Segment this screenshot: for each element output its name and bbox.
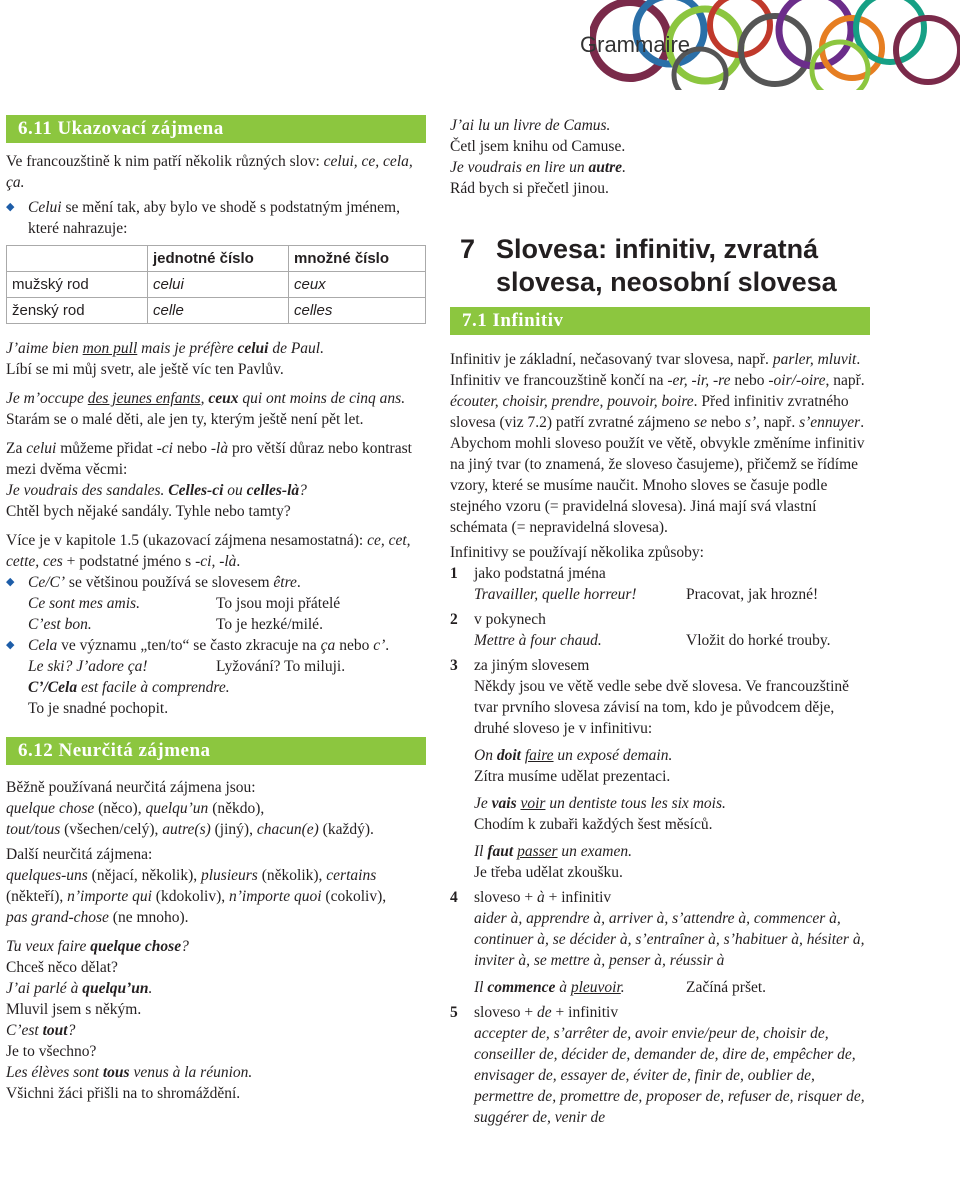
- item-title: sloveso + à + infinitiv: [474, 889, 612, 906]
- example-cz: Vložit do horké trouby.: [686, 632, 831, 649]
- verb-list: accepter de, s’arrêter de, avoir envie/peur de, choisir de, conseiller de, décider de, demander de, dire de, empêcher de, envisager de, essayer de, éviter de, finir de, oublier de, permettre de, promettre de, proposer de, refuser de, risquer de, suggérer de, venir de: [474, 1025, 865, 1126]
- chapter-number: 7: [460, 234, 476, 264]
- usage-intro: Infinitivy se používají několika způsoby:: [450, 544, 704, 561]
- table-header-row: [7, 246, 426, 272]
- table-cell: celui: [148, 272, 289, 298]
- example-cz: Začíná pršet.: [686, 979, 767, 996]
- indefinite-list-4: (někteří), n’importe qui (kdokoliv), n’importe quoi (cokoliv),: [6, 888, 387, 905]
- indefinite-list-1: quelque chose (něco), quelqu’un (někdo),: [6, 800, 265, 817]
- example-quelque-chose: Tu veux faire quelque chose?: [6, 938, 189, 955]
- example-cz: To jsou moji přátelé: [216, 595, 341, 612]
- example-cz: Je třeba udělat zkoušku.: [474, 864, 623, 881]
- bullet-cela: ◆ Cela ve významu „ten/to“ se často zkracuje na ça nebo c’.: [6, 635, 426, 656]
- item-number: 2: [450, 611, 458, 628]
- example-cz: Chodím k zubaři každých šest měsíců.: [474, 816, 713, 833]
- item-title: jako podstatná jména: [474, 565, 606, 582]
- item-number: 5: [450, 1004, 458, 1021]
- usage-item-4: [450, 887, 870, 998]
- gender-number-table: [6, 245, 426, 324]
- example-fr: Je vais voir un dentiste tous les six mois.: [474, 795, 726, 812]
- table-header-cell: [7, 246, 148, 272]
- example-translation: Chceš něco dělat?: [6, 959, 118, 976]
- table-cell: ceux: [289, 272, 426, 298]
- other-indefinite-intro: Další neurčitá zájmena:: [6, 846, 153, 863]
- example-autre: Je voudrais en lire un autre.: [450, 159, 626, 176]
- example-fr: On doit faire un exposé demain.: [474, 747, 673, 764]
- example-celui: J’aime bien mon pull mais je préfère celui de Paul.: [6, 340, 324, 357]
- table-header-cell: množné číslo: [289, 246, 426, 272]
- table-header-cell: jednotné číslo: [148, 246, 289, 272]
- chapter-title: [460, 233, 870, 299]
- verb-list: aider à, apprendre à, arriver à, s’attendre à, commencer à, continuer à, se décider à, s’entraîner à, s’habituer à, hésiter à, inviter à, se mettre à, penser à, réussir à: [474, 910, 865, 969]
- indefinite-list-3: quelques-uns (nějací, několik), plusieurs (několik), certains: [6, 867, 377, 884]
- item-title: sloveso + de + infinitiv: [474, 1004, 619, 1021]
- example-fr: Il faut passer un examen.: [474, 843, 633, 860]
- example-cz: To je hezké/milé.: [216, 616, 323, 633]
- example-ceux: Je m’occupe des jeunes enfants, ceux qui ont moins de cinq ans.: [6, 390, 406, 407]
- table-cell: ženský rod: [7, 298, 148, 324]
- example-pair: [6, 593, 426, 614]
- right-column: [450, 115, 870, 1128]
- item-number: 3: [450, 657, 458, 674]
- example-fr: Le ski? J’adore ça!: [28, 658, 148, 675]
- example-cela: C’/Cela est facile à comprendre.: [28, 679, 230, 696]
- item-number: 4: [450, 889, 458, 906]
- example-cz: Zítra musíme udělat prezentaci.: [474, 768, 671, 785]
- example-translation: Rád bych si přečetl jinou.: [450, 180, 609, 197]
- see-more-paragraph: Více je v kapitole 1.5 (ukazovací zájmena nesamostatná): ce, cet, cette, ces + podstatné jméno s -ci, -là.: [6, 532, 411, 570]
- item-title: v pokynech: [474, 611, 546, 628]
- item-title: za jiným slovesem: [474, 657, 590, 674]
- bullet-celui: ◆ Celui se mění tak, aby bylo ve shodě s podstatným jménem, které nahrazuje:: [6, 197, 426, 239]
- example-tout: C’est tout?: [6, 1022, 76, 1039]
- table-cell: mužský rod: [7, 272, 148, 298]
- intro-paragraph: Ve francouzštině k nim patří několik různých slov: celui, ce, cela, ça.: [6, 153, 413, 191]
- table-cell: celles: [289, 298, 426, 324]
- example-translation: Mluvil jsem s někým.: [6, 1001, 142, 1018]
- table-row: [7, 298, 426, 324]
- usage-item-1: [450, 563, 870, 605]
- example-translation: Chtěl bych nějaké sandály. Tyhle nebo tamty?: [6, 503, 291, 520]
- example-translation: Líbí se mi můj svetr, ale ještě víc ten Pavlův.: [6, 361, 284, 378]
- example-translation: Starám se o malé děti, ale jen ty, kterým ještě není pět let.: [6, 411, 364, 428]
- example-translation: Je to všechno?: [6, 1043, 97, 1060]
- example-quelqu-un: J’ai parlé à quelqu’un.: [6, 980, 153, 997]
- section-heading-6-11: 6.11 Ukazovací zájmena: [6, 115, 426, 143]
- example-pair: [6, 656, 426, 677]
- example-fr: C’est bon.: [28, 616, 92, 633]
- page-header-title: Grammaire: [580, 32, 691, 57]
- item-number: 1: [450, 565, 458, 582]
- conjugation-paragraph: Abychom mohli sloveso použít ve větě, obvykle změníme infinitiv na jiný tvar (to znamená, že sloveso časujeme), přičemž se řídíme vzory, které se musíme naučit. Mnoho sloves se časuje podle stejného vzoru (= pravidelná slovesa). Jiná mají svá vlastní schémata (= nepravidelná slovesa).: [450, 435, 865, 536]
- usage-item-3: [450, 655, 870, 883]
- example-camus: J’ai lu un livre de Camus.: [450, 117, 611, 134]
- example-pair: [6, 614, 426, 635]
- section-heading-7-1: 7.1 Infinitiv: [450, 307, 870, 335]
- section-heading-6-12: 6.12 Neurčitá zájmena: [6, 737, 426, 765]
- example-cz: Lyžování? To miluji.: [216, 658, 346, 675]
- ci-la-paragraph: Za celui můžeme přidat -ci nebo -là pro větší důraz nebo kontrast mezi dvěma věcmi:: [6, 440, 412, 478]
- example-translation: To je snadné pochopit.: [28, 700, 169, 717]
- example-tous: Les élèves sont tous venus à la réunion.: [6, 1064, 253, 1081]
- bullet-ce: ◆ Ce/C’ se většinou používá se slovesem être.: [6, 572, 426, 593]
- chapter-heading: Slovesa: infinitiv, zvratná slovesa, neosobní slovesa: [496, 234, 837, 297]
- example-celles: Je voudrais des sandales. Celles-ci ou celles-là?: [6, 482, 307, 499]
- indefinite-list-2: tout/tous (všechen/celý), autre(s) (jiný), chacun(e) (každý).: [6, 821, 374, 838]
- left-column: [6, 115, 426, 1104]
- indefinite-list-5: pas grand-chose (ne mnoho).: [6, 909, 189, 926]
- usage-item-2: [450, 609, 870, 651]
- usage-item-5: [450, 1002, 870, 1128]
- example-fr: Travailler, quelle horreur!: [474, 586, 637, 603]
- example-cz: Pracovat, jak hrozné!: [686, 586, 819, 603]
- infinitive-definition: Infinitiv je základní, nečasovaný tvar slovesa, např. parler, mluvit.: [450, 351, 861, 368]
- example-translation: Všichni žáci přišli na to shromáždění.: [6, 1085, 241, 1102]
- example-translation: Četl jsem knihu od Camuse.: [450, 138, 626, 155]
- example-fr: Mettre à four chaud.: [474, 632, 602, 649]
- table-row: [7, 272, 426, 298]
- table-cell: celle: [148, 298, 289, 324]
- indefinite-intro: Běžně používaná neurčitá zájmena jsou:: [6, 779, 256, 796]
- infinitive-endings: Infinitiv ve francouzštině končí na -er, -ir, -re nebo -oir/-oire, např. écouter, choisir, prendre, pouvoir, boire. Před infinitiv zvratného slovesa (viz 7.2) patří zvratné zájmeno se nebo s’, např. s’ennuyer.: [450, 372, 865, 431]
- example-fr: Ce sont mes amis.: [28, 595, 140, 612]
- item-description: Někdy jsou ve větě vedle sebe dvě slovesa. Ve francouzštině tvar prvního slovesa závisí na tom, kdo je původcem děje, druhé sloveso je v infinitivu:: [474, 678, 850, 737]
- example-fr: Il commence à pleuvoir.: [474, 979, 625, 996]
